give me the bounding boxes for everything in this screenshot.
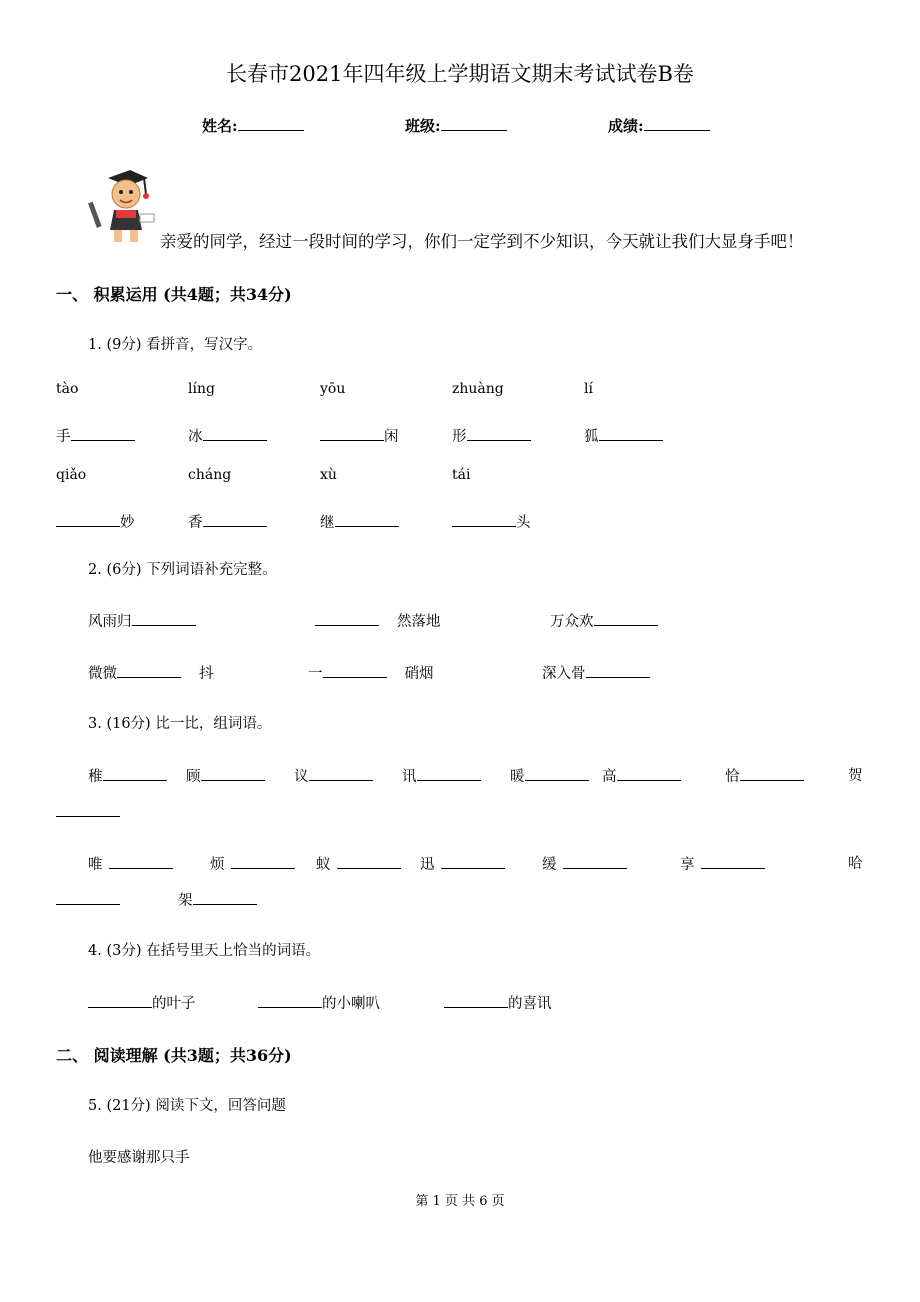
name-blank[interactable] (238, 114, 304, 131)
compare-char: 贺 (848, 768, 863, 784)
pinyin: tái (452, 467, 471, 483)
word-blank[interactable]: 闲 (320, 424, 399, 446)
compare-blank[interactable]: 唯 (88, 852, 173, 874)
compare-blank[interactable]: 缓 (542, 852, 627, 874)
compare-blank[interactable] (56, 888, 120, 909)
class-field[interactable] (405, 114, 507, 136)
word-blank[interactable]: 狐 (584, 424, 663, 446)
word-blank[interactable]: 冰 (188, 424, 267, 446)
compare-blank[interactable]: 恰 (725, 764, 804, 786)
word-blank[interactable]: 手 (56, 424, 135, 446)
question-2-title: 2. (6分) 下列词语补充完整。 (88, 562, 277, 578)
compare-blank[interactable]: 讯 (402, 764, 481, 786)
compare-blank[interactable]: 暖 (510, 764, 589, 786)
pinyin: xù (320, 467, 337, 483)
question-5-title: 5. (21分) 阅读下文，回答问题 (88, 1098, 286, 1114)
name-label: 姓名: (202, 117, 238, 135)
pinyin: líng (188, 381, 215, 397)
word-blank[interactable]: 妙 (56, 510, 135, 532)
pinyin: yōu (320, 381, 346, 397)
idiom-blank[interactable]: 深入骨 (542, 661, 650, 683)
compare-blank[interactable]: 高 (602, 764, 681, 786)
compare-blank[interactable]: 稚 (88, 764, 167, 786)
question-1-title: 1. (9分) 看拼音，写汉字。 (88, 337, 263, 353)
idiom-blank[interactable]: 一 硝烟 (308, 661, 434, 683)
page-title: 长春市2021年四年级上学期语文期末考试试卷B卷 (226, 62, 694, 86)
greeting-text: 亲爱的同学，经过一段时间的学习，你们一定学到不少知识，今天就让我们大显身手吧！ (160, 232, 804, 251)
idiom-blank[interactable]: 风雨归 (88, 609, 196, 631)
word-blank[interactable]: 形 (452, 424, 531, 446)
class-blank[interactable] (441, 114, 507, 131)
student-mascot-icon (86, 164, 156, 248)
question-3-title: 3. (16分) 比一比，组词语。 (88, 716, 272, 732)
phrase-blank[interactable]: 的叶子 (88, 991, 196, 1013)
idiom-blank[interactable]: 万众欢 (550, 609, 658, 631)
compare-blank[interactable] (56, 800, 120, 821)
pinyin: tào (56, 381, 79, 397)
passage-title: 他要感谢那只手 (88, 1150, 190, 1166)
compare-blank[interactable]: 烦 (210, 852, 295, 874)
pinyin: qiǎo (56, 467, 87, 483)
compare-blank[interactable]: 架 (178, 888, 257, 910)
compare-blank[interactable]: 顾 (186, 764, 265, 786)
pinyin: lí (584, 381, 593, 397)
phrase-blank[interactable]: 的小喇叭 (258, 991, 380, 1013)
compare-blank[interactable]: 议 (294, 764, 373, 786)
page-number: 第 1 页 共 6 页 (415, 1194, 505, 1209)
name-field[interactable] (202, 114, 304, 136)
section-2-heading: 二、 阅读理解 (共3题；共36分) (56, 1046, 292, 1065)
compare-blank[interactable]: 蚁 (316, 852, 401, 874)
question-4-title: 4. (3分) 在括号里天上恰当的词语。 (88, 943, 321, 959)
phrase-blank[interactable]: 的喜讯 (444, 991, 552, 1013)
word-blank[interactable]: 头 (452, 510, 531, 532)
compare-char: 哈 (848, 856, 863, 872)
class-label: 班级: (405, 117, 441, 135)
score-field[interactable] (608, 114, 710, 136)
score-label: 成绩: (608, 117, 644, 135)
word-blank[interactable]: 继 (320, 510, 399, 532)
word-blank[interactable]: 香 (188, 510, 267, 532)
idiom-blank[interactable]: 微微 抖 (88, 661, 214, 683)
pinyin: zhuàng (452, 381, 504, 397)
score-blank[interactable] (644, 114, 710, 131)
section-1-heading: 一、 积累运用 (共4题；共34分) (56, 285, 292, 304)
idiom-blank[interactable]: 然落地 (315, 609, 441, 631)
compare-blank[interactable]: 迅 (420, 852, 505, 874)
pinyin: cháng (188, 467, 232, 483)
compare-blank[interactable]: 享 (680, 852, 765, 874)
